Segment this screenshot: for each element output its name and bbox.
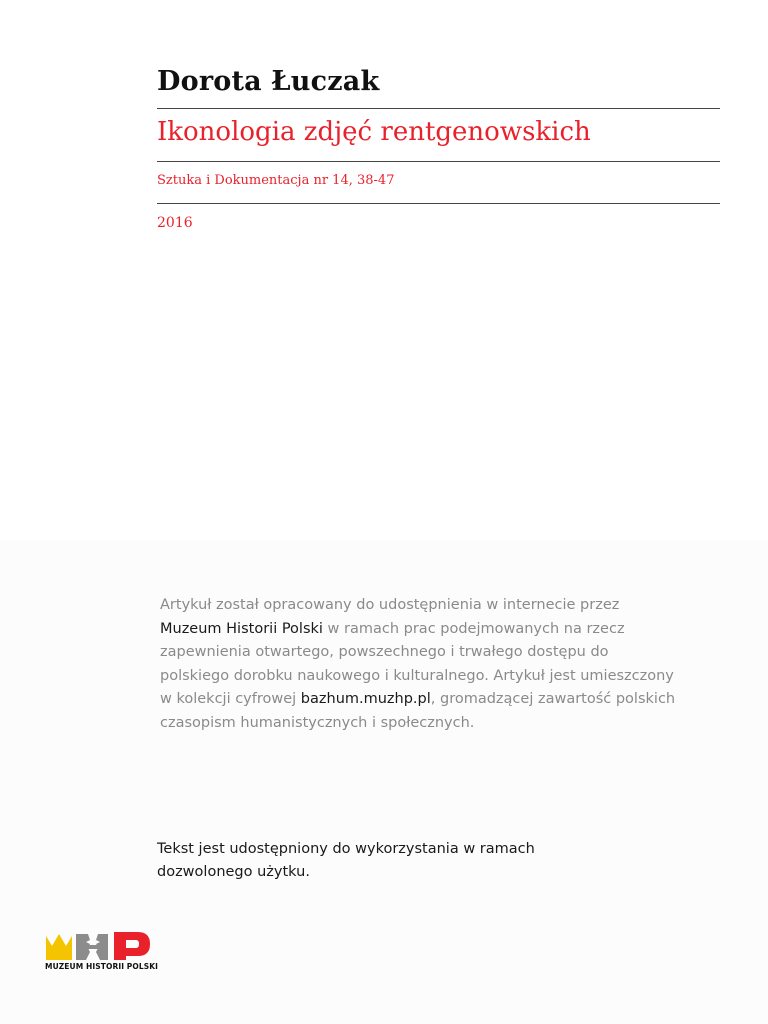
license-line: dozwolonego użytku. [157,864,310,880]
author-name: Dorota Łuczak [157,66,380,97]
notice-text: w ramach prac podejmowanych na rzecz [322,620,625,637]
notice-text: w kolekcji cyfrowej [160,691,301,708]
notice-line: polskiego dorobku naukowego i kulturalnego. Artykuł jest umieszczony [160,667,674,684]
article-title: Ikonologia zdjęć rentgenowskich [157,117,591,147]
license-notice [157,838,535,884]
divider [157,203,720,204]
divider [157,108,720,109]
letter-p-icon [114,932,150,960]
notice-line: zapewnienia otwartego, powszechnego i trwałego dostępu do [160,644,609,661]
logo-caption: MUZEUM HISTORII POLSKI [45,962,159,971]
availability-notice [160,594,735,736]
source-citation: Sztuka i Dokumentacja nr 14, 38-47 [157,173,395,188]
notice-line [160,688,735,712]
museum-name: Muzeum Historii Polski [160,620,323,637]
notice-line [160,618,735,642]
museum-logo-icon [46,930,166,962]
profile-left-icon [76,934,90,960]
collection-link[interactable]: bazhum.muzhp.pl [300,691,431,708]
notice-text: , gromadzącej zawartość polskich [430,691,676,708]
divider [157,161,720,162]
license-line: Tekst jest udostępniony do wykorzystania w ramach [157,841,535,857]
publication-year: 2016 [157,215,193,231]
notice-line: czasopism humanistycznych i społecznych. [160,714,475,731]
crown-icon [46,934,72,960]
notice-line: Artykuł został opracowany do udostępnienia w internecie przez [160,597,620,613]
